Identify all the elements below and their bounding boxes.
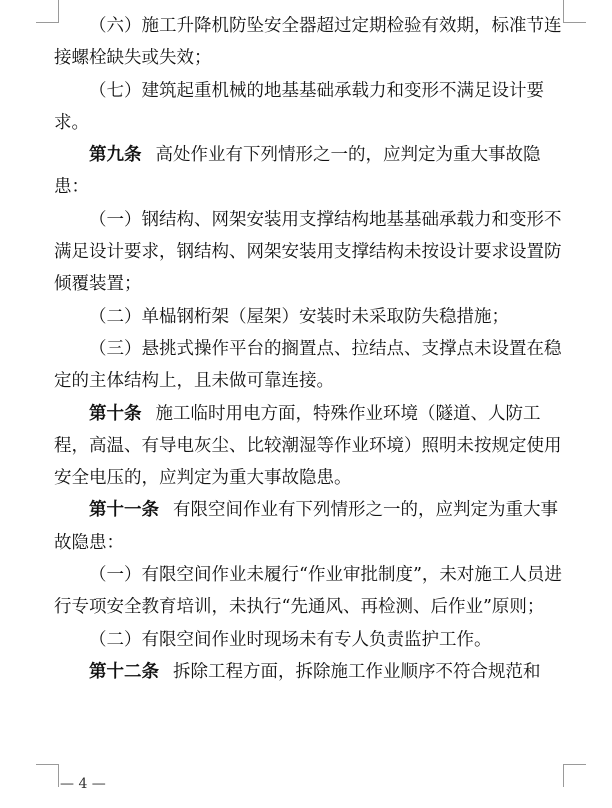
paragraph-text: （一）有限空间作业未履行“作业审批制度”，未对施工人员进行专项安全教育培训，未执行“先通风、再检测、后作业”原则； (54, 565, 562, 618)
article-heading: 第十一条 (89, 500, 159, 521)
article-paragraph (54, 494, 574, 559)
paragraph-text: 拆除工程方面，拆除施工作业顺序不符合规范和 (173, 661, 541, 682)
article-heading: 第十二条 (89, 661, 159, 682)
paragraph-text: （七）建筑起重机械的地基基础承载力和变形不满足设计要求。 (54, 80, 544, 133)
paragraph-text: （三）悬挑式操作平台的搁置点、拉结点、支撑点未设置在稳定的主体结构上，且未做可靠连接。 (54, 338, 562, 392)
paragraph (54, 301, 574, 333)
document-body (54, 10, 574, 688)
paragraph (54, 624, 574, 656)
article-heading: 第九条 (89, 145, 142, 166)
paragraph (54, 10, 574, 75)
page-number: — 4 — (60, 776, 106, 792)
paragraph-text: 高处作业有下列情形之一的，应判定为重大事故隐患： (54, 145, 541, 198)
paragraph (54, 75, 574, 140)
paragraph (54, 204, 574, 301)
paragraph (54, 333, 574, 398)
paragraph-text: （六）施工升降机防坠安全器超过定期检验有效期，标准节连接螺栓缺失或失效； (54, 16, 562, 69)
article-heading: 第十条 (89, 403, 142, 424)
article-paragraph (54, 656, 574, 688)
paragraph-text: （一）钢结构、网架安装用支撑结构地基基础承载力和变形不满足设计要求，钢结构、网架安装用支撑结构未按设计要求设置防倾覆装置； (54, 209, 562, 295)
paragraph-text: （二）单榀钢桁架（屋架）安装时未采取防失稳措施； (89, 306, 509, 327)
paragraph (54, 559, 574, 624)
paragraph-text: 有限空间作业有下列情形之一的，应判定为重大事故隐患： (54, 500, 558, 553)
paragraph-text: 施工临时用电方面，特殊作业环境（隧道、人防工程，高温、有导电灰尘、比较潮湿等作业环境）照明未按规定使用安全电压的，应判定为重大事故隐患。 (54, 403, 562, 489)
crop-mark-bottom-right (563, 764, 586, 787)
article-paragraph (54, 139, 574, 204)
crop-mark-bottom-left (36, 764, 59, 787)
paragraph-text: （二）有限空间作业时现场未有专人负责监护工作。 (89, 629, 492, 650)
article-paragraph (54, 398, 574, 495)
